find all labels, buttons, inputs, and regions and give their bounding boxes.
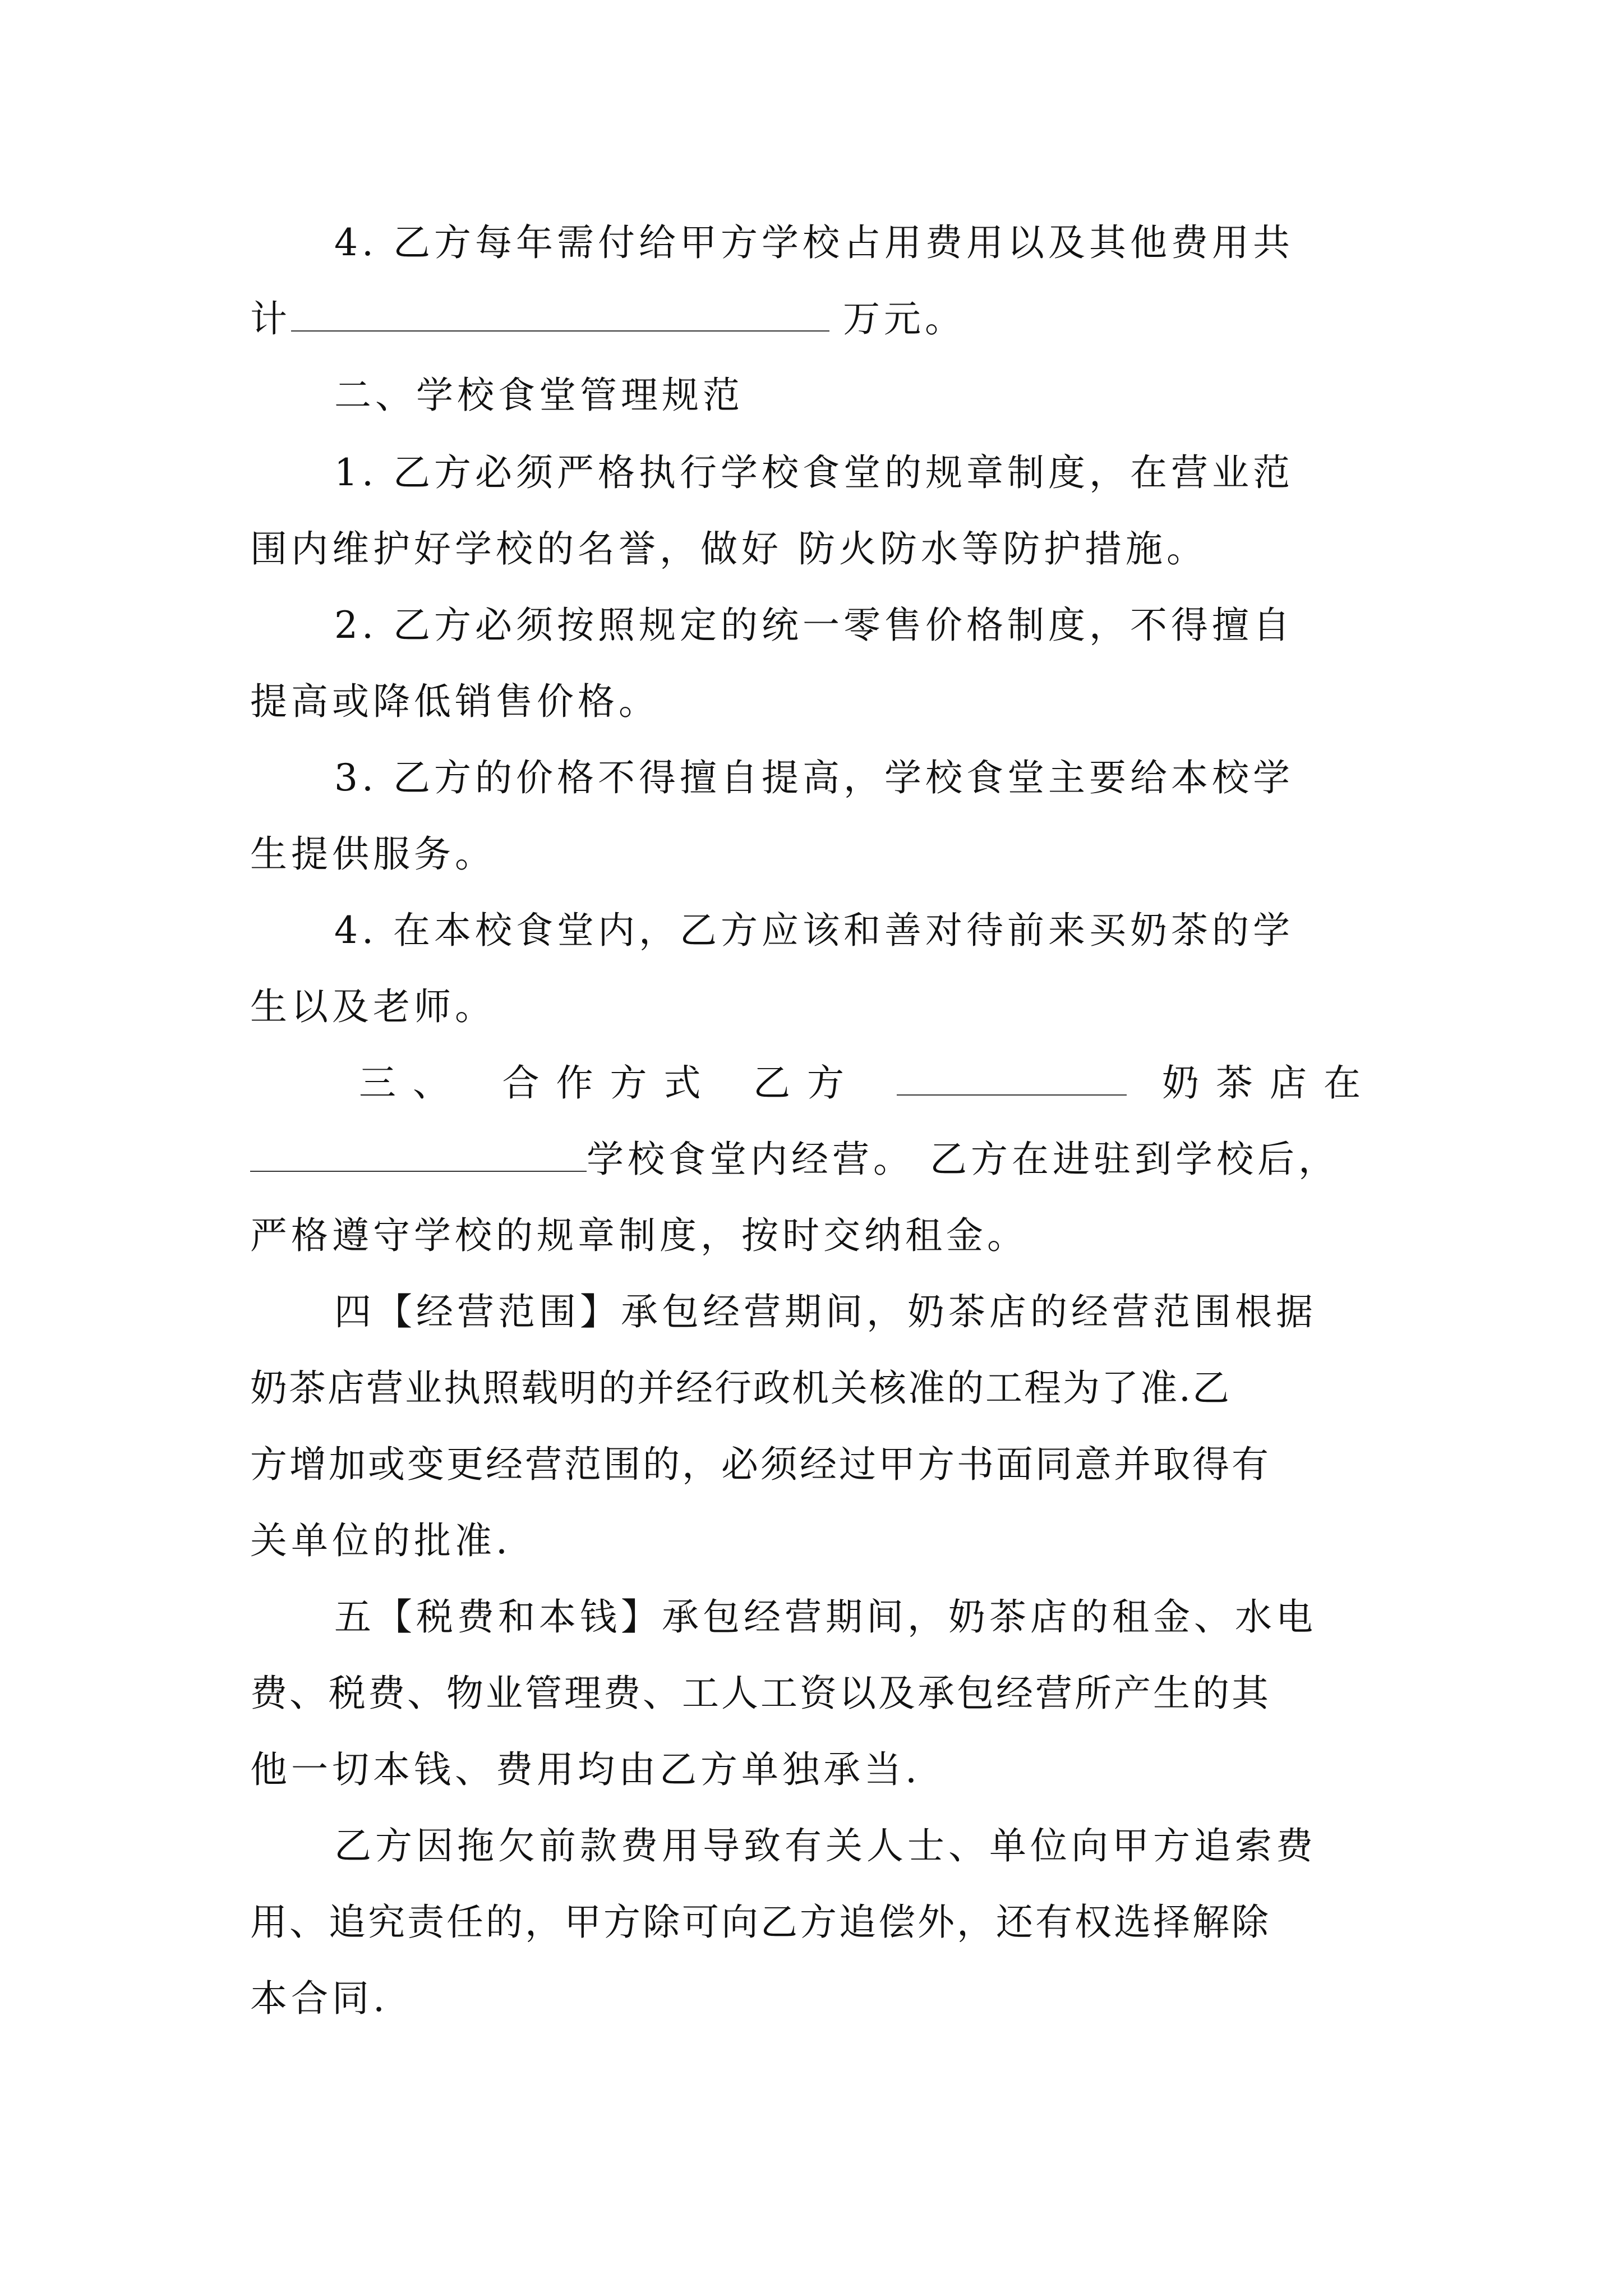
paragraph-text: 费、税费、物业管理费、工人工资以及承包经营所产生的其 [250,1672,1271,1715]
cooperation-line2 [250,1131,1377,1188]
paragraph-text: 提高或降低销售价格。 [250,680,660,723]
paragraph-text: 1. 乙方必须严格执行学校食堂的规章制度，在营业范 [334,451,1294,494]
taxes-line3 [250,1742,1377,1798]
cooperation-line3 [250,1208,1377,1264]
paragraph-text: 四【经营范围】承包经营期间，奶茶店的经营范围根据 [334,1290,1317,1333]
rule1-line1 [334,445,1377,501]
paragraph-text: 乙方因拖欠前款费用导致有关人士、单位向甲方追索费 [334,1824,1317,1867]
paragraph-text: 围内维护好学校的名誉，做好 防火防水等防护措施。 [250,527,1207,570]
scope-line1 [334,1284,1377,1340]
arrears-line2 [250,1894,1377,1950]
paragraph-text: 奶茶店营业执照载明的并经行政机关核准的工程为了准.乙 [250,1366,1231,1410]
heading-text: 三、 [359,1061,467,1105]
paragraph-text: 方增加或变更经营范围的，必须经过甲方书面同意并取得有 [250,1443,1271,1486]
taxes-line2 [250,1665,1377,1722]
heading-text: 乙方 [753,1061,861,1105]
paragraph-text: 万元。 [843,297,966,341]
rule2-line2 [250,674,1377,730]
fill-in-blank-shop-name[interactable] [897,1060,1127,1096]
heading-text: 奶茶店在 [1162,1061,1377,1105]
heading-text: 合作方式 [502,1061,718,1105]
rule3-line1 [334,750,1377,806]
rule4-line1 [334,903,1377,959]
paragraph-text: 2. 乙方必须按照规定的统一零售价格制度，不得擅自 [334,604,1294,647]
paragraph-text: 生提供服务。 [250,832,496,876]
section-heading-canteen-rules [334,367,1377,424]
paragraph-text: 严格遵守学校的规章制度，按时交纳租金。 [250,1214,1028,1257]
paragraph-text: 生以及老师。 [250,985,496,1028]
paragraph-fee-line2 [250,291,1377,347]
heading-text: 二、学校食堂管理规范 [334,374,744,417]
paragraph-text: 4. 乙方每年需付给甲方学校占用费用以及其他费用共 [334,221,1294,264]
fill-in-blank-school-name[interactable] [250,1136,587,1172]
paragraph-fee-line1 [334,215,1377,271]
paragraph-text: 4. 在本校食堂内，乙方应该和善对待前来买奶茶的学 [334,909,1294,952]
rule3-line2 [250,826,1377,882]
taxes-line1 [334,1589,1377,1645]
cooperation-heading-line [359,1055,1377,1111]
rule1-line2 [250,521,1377,577]
rule4-line2 [250,979,1377,1035]
scope-line2 [250,1360,1377,1416]
arrears-line3 [250,1971,1377,2027]
paragraph-text: 他一切本钱、费用均由乙方单独承当. [250,1748,921,1791]
scope-line4 [250,1513,1377,1569]
arrears-line1 [334,1818,1377,1874]
paragraph-text: 关单位的批准. [250,1519,511,1562]
rule2-line1 [334,597,1377,654]
paragraph-text: 学校食堂内经营。 乙方在进驻到学校后， [587,1138,1339,1181]
paragraph-text: 计 [250,297,291,341]
paragraph-text: 3. 乙方的价格不得擅自提高，学校食堂主要给本校学 [334,756,1294,799]
paragraph-text: 用、追究责任的，甲方除可向乙方追偿外，还有权选择解除 [250,1901,1271,1944]
paragraph-text: 本合同. [250,1977,389,2020]
scope-line3 [250,1437,1377,1493]
paragraph-text: 五【税费和本钱】承包经营期间，奶茶店的租金、水电 [334,1595,1317,1639]
fill-in-blank-amount[interactable] [291,296,829,332]
